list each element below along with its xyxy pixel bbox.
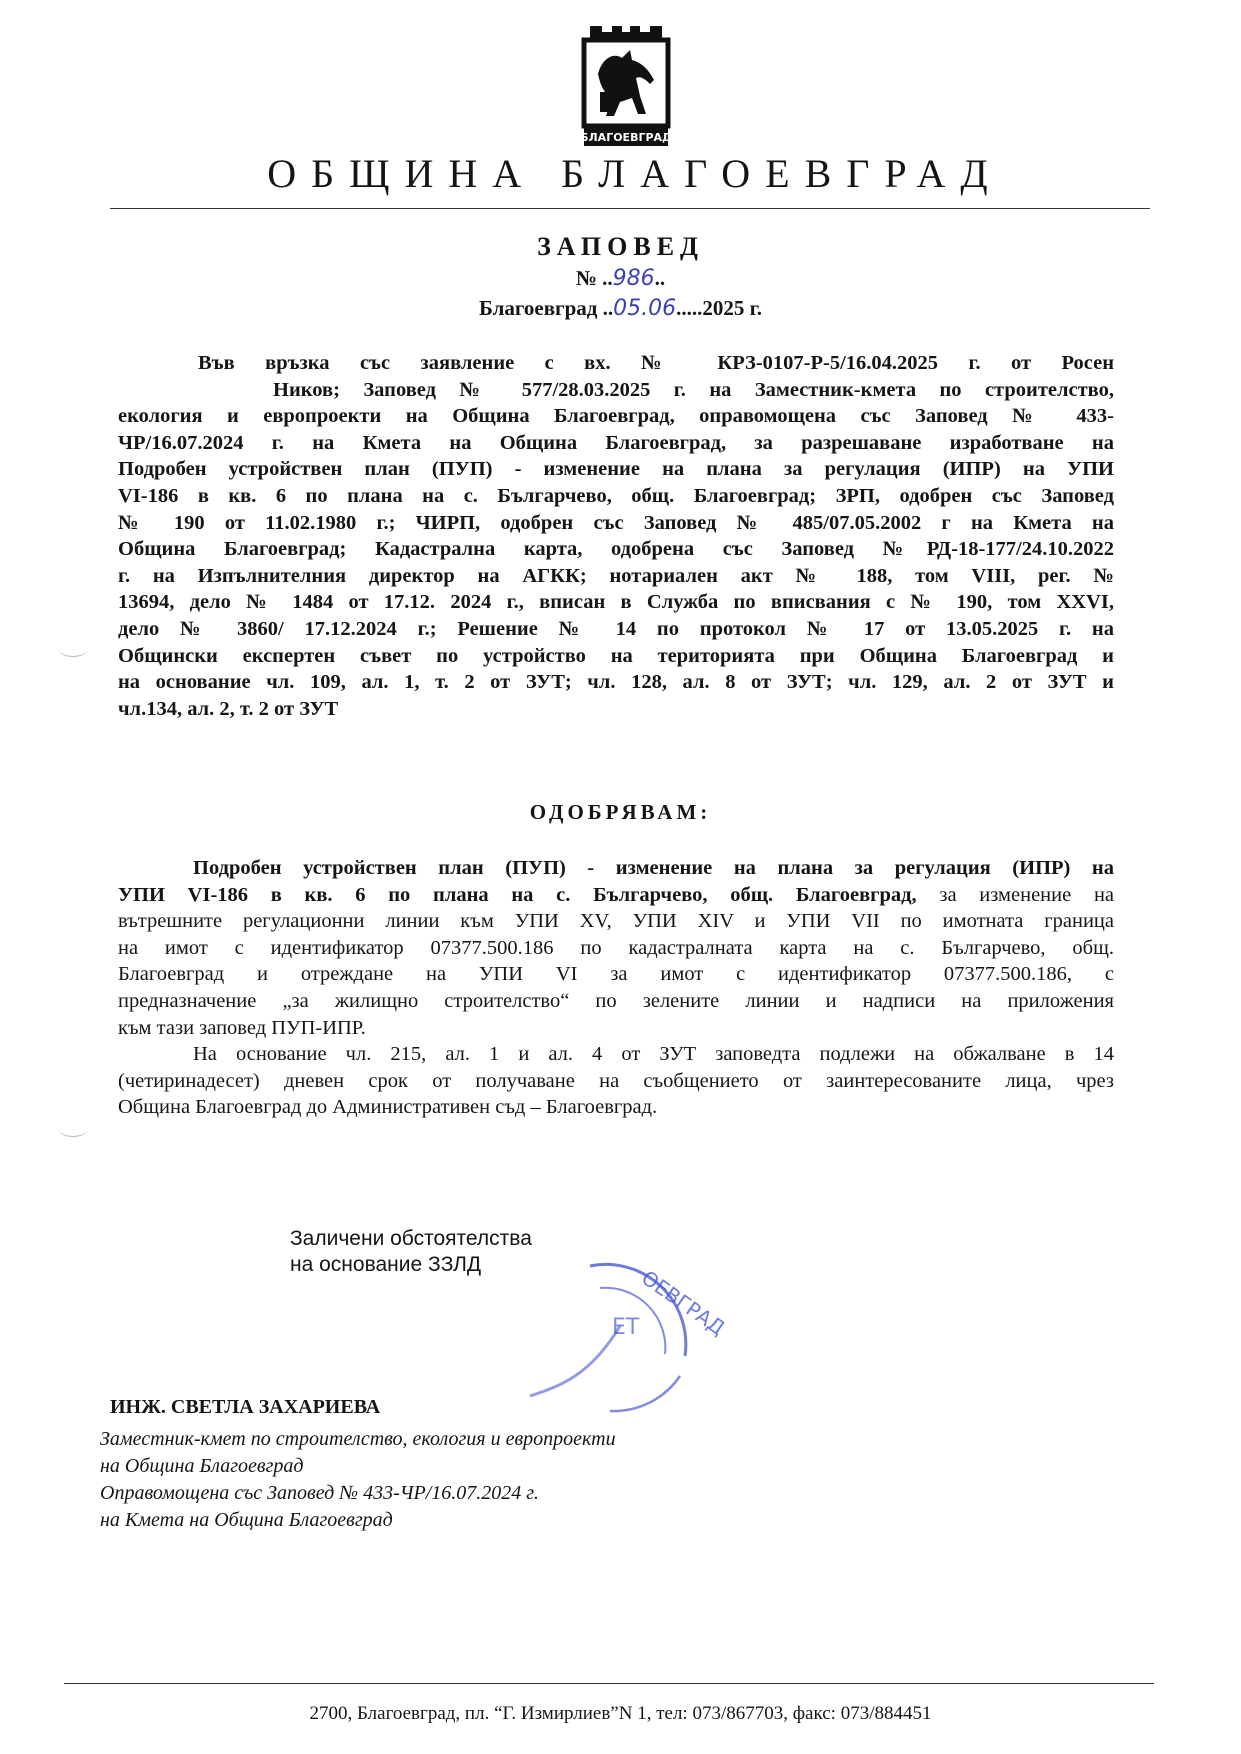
preamble-line: 13694, дело № 1484 от 17.12. 2024 г., вписан в Служба по вписвания с № 190, том XXVI,: [118, 591, 1114, 614]
preamble-line: Подробен устройствен план (ПУП) - изменение на плана за регулация (ИПР) на УПИ: [118, 458, 1114, 481]
order-place-date: Благоевград ..05.06.....2025 г.: [478, 296, 763, 321]
decision-normal-part: за изменение на: [939, 883, 1115, 906]
decision-paragraph: [118, 855, 1114, 1121]
decision-line: [118, 882, 1114, 909]
preamble-line: дело № 3860/ 17.12.2024 г.; Решение № 14 по протокол № 17 от 13.05.2025 г. на: [118, 617, 1114, 640]
decision-line: Подробен устройствен план (ПУП) - изменение на плана за регулация (ИПР) на: [193, 857, 1114, 879]
punch-hole-mark: [58, 640, 88, 657]
redaction-note: [290, 1226, 532, 1278]
decision-line: Благоевград и отреждане на УПИ VI за имот с идентификатор 07377.500.186, с: [118, 963, 1114, 986]
signatory-role-line: на Кмета на Община Благоевград: [100, 1509, 393, 1531]
appeal-line: На основание чл. 215, ал. 1 и ал. 4 от ЗУТ заповедта подлежи на обжалване в 14: [193, 1043, 1114, 1066]
order-year: 2025 г.: [702, 296, 763, 320]
signatory-name: ИНЖ. СВЕТЛА ЗАХАРИЕВА: [110, 1396, 381, 1418]
decision-line: на имот с идентификатор 07377.500.186 по кадастралната карта на с. Българчево, общ.: [118, 936, 1114, 959]
header-divider: [110, 208, 1150, 209]
redaction-line: на основание ЗЗЛД: [290, 1253, 482, 1276]
order-number-line: № ..986..: [575, 266, 666, 291]
decision-bold-part: УПИ VI-186 в кв. 6 по плана на с. Българчево, общ. Благоевград,: [118, 883, 917, 906]
decision-line: към тази заповед ПУП-ИПР.: [118, 1016, 366, 1039]
coat-of-arms-logo: [570, 22, 682, 150]
order-number-label: №: [575, 266, 597, 290]
coat-of-arms-label: БЛАГОЕВГРАД: [580, 131, 672, 144]
signatory-role: [100, 1426, 616, 1534]
stamp-inner-text: ЕТ: [612, 1315, 640, 1340]
signatory-role-line: Оправомощена със Заповед № 433-ЧР/16.07.2024 г.: [100, 1482, 539, 1504]
official-stamp: [520, 1236, 730, 1426]
preamble-line: № 190 от 11.02.1980 г.; ЧИРП, одобрен със Заповед № 485/07.05.2002 г на Кмета на: [118, 511, 1114, 534]
appeal-line: Община Благоевград до Административен съд – Благоевград.: [118, 1096, 658, 1119]
preamble-line: чл.134, ал. 2, т. 2 от ЗУТ: [118, 697, 339, 720]
signatory-role-line: Заместник-кмет по строителство, екология и европроекти: [100, 1428, 616, 1450]
redaction-line: Заличени обстоятелства: [290, 1227, 532, 1250]
footer-divider: [64, 1683, 1154, 1684]
signatory-role-line: на Община Благоевград: [100, 1455, 304, 1477]
order-city: Благоевград: [478, 296, 598, 320]
preamble-line: Община Благоевград; Кадастрална карта, одобрена със Заповед №РД-18-177/24.10.2022: [118, 538, 1114, 561]
footer-address: 2700, Благоевград, пл. “Г. Измирлиев”N 1, тел: 073/867703, факс: 073/884451: [309, 1703, 932, 1724]
preamble-line: Във връзка със заявление с вх. № КРЗ-0107-Р-5/16.04.2025 г. от Росен: [198, 352, 1114, 374]
preamble-paragraph: [118, 350, 1114, 722]
approve-heading: ОДОБРЯВАМ:: [529, 800, 712, 824]
preamble-line: Ников; Заповед № 577/28.03.2025 г. на Заместник-кмета по строителство,: [273, 378, 1114, 401]
preamble-line: на основание чл. 109, ал. 1, т. 2 от ЗУТ; чл. 128, ал. 8 от ЗУТ; чл. 129, ал. 2 от ЗУТ и: [118, 671, 1114, 694]
punch-hole-mark: [58, 1120, 88, 1137]
preamble-line: VI-186 в кв. 6 по плана на с. Българчево, общ. Благоевград; ЗРП, одобрен със Заповед: [118, 484, 1114, 507]
order-date-handwritten: 05.06: [613, 296, 677, 321]
order-number-handwritten: 986: [612, 266, 655, 291]
municipality-title: ОБЩИНА БЛАГОЕВГРАД: [267, 151, 1003, 196]
preamble-line: ЧР/16.07.2024 г. на Кмета на Община Благоевград, за разрешаване изработване на: [118, 431, 1114, 454]
decision-line: предназначение „за жилищно строителство“ по зелените линии и надписи на приложения: [118, 989, 1114, 1012]
appeal-line: (четиринадесет) дневен срок от получаване на съобщението от заинтересованите лица, чрез: [118, 1069, 1114, 1092]
decision-line: вътрешните регулационни линии към УПИ XV, УПИ XIV и УПИ VII по имотната граница: [118, 910, 1114, 933]
stamp-arc-text: ОЕВГРАД: [637, 1265, 730, 1340]
preamble-line: Общински експертен съвет по устройство на територията при Община Благоевград и: [118, 644, 1114, 667]
preamble-line: г. на Изпълнителния директор на АГКК; нотариален акт № 188, том VIII, рег. №: [118, 564, 1114, 587]
order-title: ЗАПОВЕД: [537, 232, 704, 261]
preamble-line: екология и европроекти на Община Благоевград, оправомощена със Заповед № 433-: [118, 405, 1114, 428]
